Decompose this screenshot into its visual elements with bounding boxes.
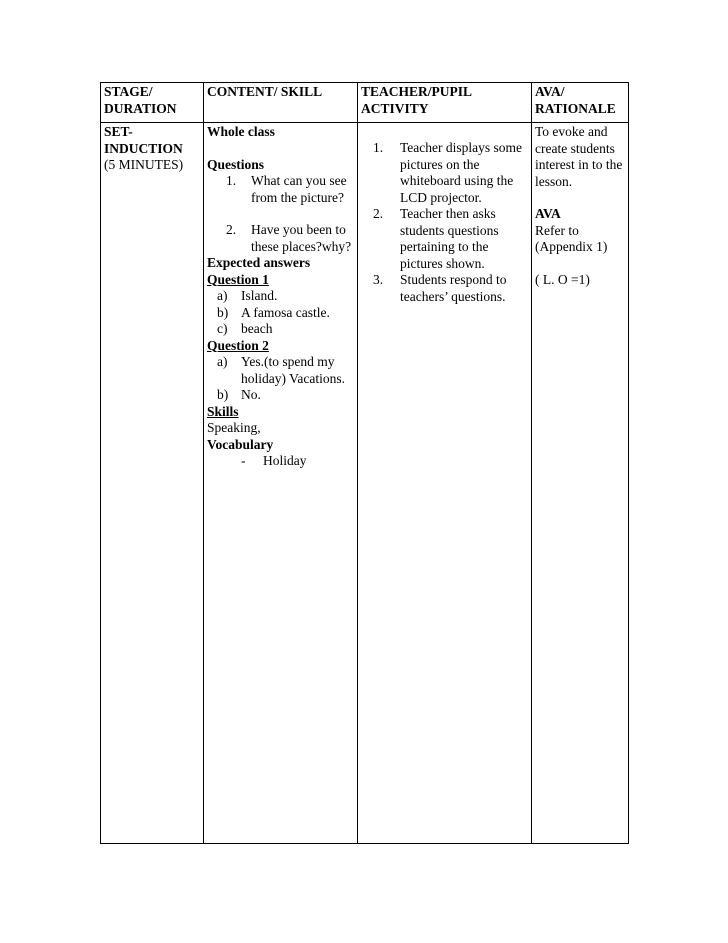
class-mode: Whole class bbox=[207, 124, 275, 139]
rationale-text: To evoke and create students interest in to the lesson. bbox=[535, 124, 623, 189]
vocabulary-bullet: - bbox=[241, 453, 246, 468]
answer-text: No. bbox=[241, 387, 261, 402]
header-content: CONTENT/ SKILL bbox=[204, 83, 358, 123]
vocabulary-item bbox=[207, 453, 354, 470]
question-2-heading: Question 2 bbox=[207, 337, 269, 353]
activity-number: 1. bbox=[373, 140, 384, 155]
answer-item bbox=[207, 387, 354, 404]
activity-item bbox=[361, 272, 528, 305]
question-number: 2. bbox=[226, 222, 237, 237]
activity-number: 2. bbox=[373, 206, 384, 221]
activity-item bbox=[361, 140, 528, 206]
answer-text: Yes.(to spend my holiday) Vacations. bbox=[241, 354, 345, 386]
header-activity: TEACHER/PUPIL ACTIVITY bbox=[358, 83, 532, 123]
questions-heading: Questions bbox=[207, 156, 265, 172]
answer-letter: a) bbox=[217, 354, 228, 369]
answer-text: A famosa castle. bbox=[241, 304, 330, 320]
skills-heading: Skills bbox=[207, 403, 239, 419]
stage-name: SET-INDUCTION bbox=[104, 124, 183, 156]
ava-cell bbox=[532, 123, 629, 844]
activity-item bbox=[361, 206, 528, 272]
activity-text: Teacher then asks students questions pertaining to the pictures shown. bbox=[400, 206, 499, 271]
answer-text: Island. bbox=[241, 288, 278, 303]
answer-item bbox=[207, 321, 354, 338]
header-stage: STAGE/ DURATION bbox=[101, 83, 204, 123]
question-item bbox=[207, 173, 354, 206]
question-number: 1. bbox=[226, 173, 237, 188]
answer-letter: b) bbox=[217, 387, 229, 402]
question-1-heading: Question 1 bbox=[207, 271, 269, 287]
activity-cell bbox=[358, 123, 532, 844]
activity-number: 3. bbox=[373, 272, 384, 287]
activity-text: Teacher displays some pictures on the whiteboard using the LCD projector. bbox=[400, 140, 523, 205]
question-text: Have you been to these places?why? bbox=[251, 222, 352, 254]
answer-item bbox=[207, 305, 354, 322]
activity-text: Students respond to teachers’ questions. bbox=[400, 272, 507, 304]
learning-outcome: ( L. O =1) bbox=[535, 271, 590, 287]
answer-item bbox=[207, 354, 354, 387]
lesson-plan-table bbox=[100, 82, 629, 844]
skills-text: Speaking, bbox=[207, 420, 261, 435]
ava-heading: AVA bbox=[535, 206, 561, 221]
ava-text: Refer to (Appendix 1) bbox=[535, 222, 608, 254]
stage-duration: (5 MINUTES) bbox=[104, 157, 184, 172]
answer-letter: b) bbox=[217, 304, 229, 320]
answer-letter: c) bbox=[217, 321, 228, 336]
set-induction-row bbox=[101, 123, 629, 844]
vocabulary-heading: Vocabulary bbox=[207, 436, 274, 452]
content-cell bbox=[204, 123, 358, 844]
question-text: What can you see from the picture? bbox=[251, 173, 347, 205]
expected-answers-heading: Expected answers bbox=[207, 255, 311, 270]
vocabulary-word: Holiday bbox=[263, 453, 307, 468]
answer-letter: a) bbox=[217, 288, 228, 303]
stage-cell bbox=[101, 123, 204, 844]
header-ava: AVA/ RATIONALE bbox=[532, 83, 629, 123]
question-item bbox=[207, 222, 354, 255]
header-row bbox=[101, 83, 629, 123]
answer-text: beach bbox=[241, 321, 273, 336]
answer-item bbox=[207, 288, 354, 305]
